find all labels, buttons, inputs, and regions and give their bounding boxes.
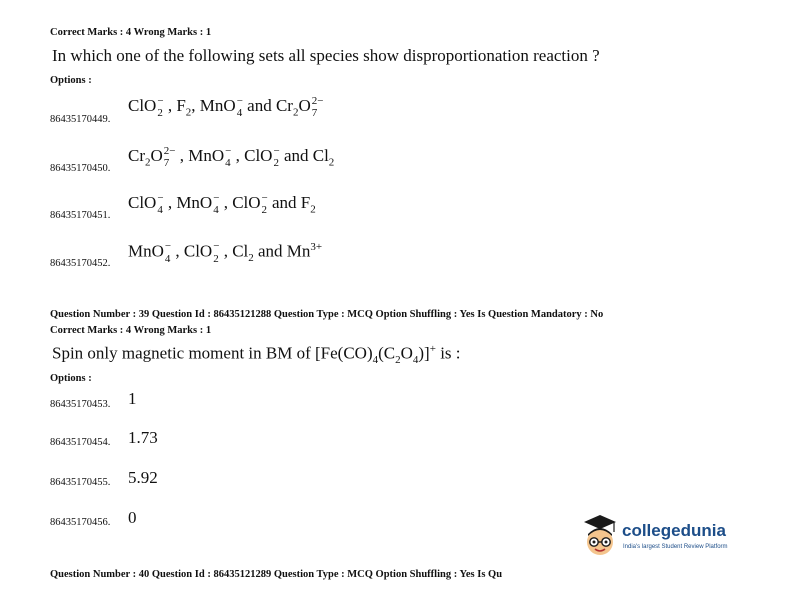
q39-option-1-id: 86435170453.: [50, 399, 111, 410]
q39-header: Question Number : 39 Question Id : 86435121288 Question Type : MCQ Option Shuffling : Yes Is Question Mandatory : No: [50, 309, 604, 320]
q39-options-label: Options :: [50, 373, 92, 384]
q38-option-4-id: 86435170452.: [50, 258, 111, 269]
q38-option-4-formula[interactable]: MnO − 4 , ClO − 2 , $Cl_2$ and $Mn^{3+}$: [128, 240, 323, 265]
q38-option-2-formula[interactable]: $Cr_2O$ 2− 7 , MnO − 4 , ClO − 2 and $Cl_2$: [128, 144, 335, 170]
q38-text: In which one of the following sets all species show disproportionation reaction ?: [52, 46, 600, 65]
q39-option-2-id: 86435170454.: [50, 437, 111, 448]
collegedunia-logo: [580, 512, 750, 568]
q39-text: Spin only magnetic moment in BM of $[Fe(CO)_4(C_2O_4)]^+$ is :: [52, 343, 461, 367]
q38-option-2-id: 86435170450.: [50, 163, 111, 174]
q39-option-3-id: 86435170455.: [50, 477, 111, 488]
q38-marks: Correct Marks : 4 Wrong Marks : 1: [50, 27, 212, 38]
q38-option-3-formula[interactable]: ClO − 4 , MnO − 4 , ClO − 2 and $F_2$: [128, 191, 316, 217]
q38-option-1-id: 86435170449.: [50, 114, 111, 125]
q40-header: Question Number : 40 Question Id : 86435121289 Question Type : MCQ Option Shuffling : Yes Is Qu: [50, 569, 503, 580]
graduate-mascot-icon: [580, 512, 620, 564]
logo-tagline: India's largest Student Review Platform: [623, 544, 728, 550]
q39-marks: Correct Marks : 4 Wrong Marks : 1: [50, 325, 212, 336]
q38-options-label: Options :: [50, 75, 92, 86]
logo-name: collegedunia: [622, 521, 726, 540]
q39-option-2-value[interactable]: 1.73: [128, 428, 158, 447]
q38-option-3-id: 86435170451.: [50, 210, 111, 221]
q38-option-1-formula[interactable]: ClO − 2 , $F_2$, MnO − 4 and $Cr_2O$ 2− 7: [128, 94, 324, 120]
q39-option-3-value[interactable]: 5.92: [128, 468, 158, 487]
q39-option-4-id: 86435170456.: [50, 517, 111, 528]
q39-option-4-value[interactable]: 0: [128, 508, 137, 527]
q39-option-1-value[interactable]: 1: [128, 389, 137, 408]
